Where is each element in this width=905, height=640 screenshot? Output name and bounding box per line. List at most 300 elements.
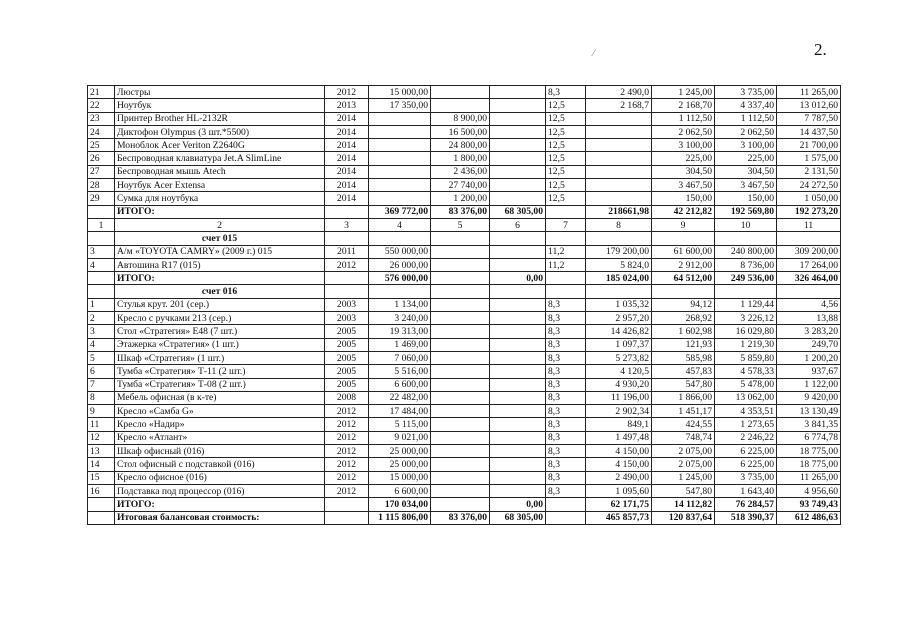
cost-a-cell: 9 021,00 <box>369 431 431 444</box>
residual-cell: 1 575,00 <box>777 152 841 165</box>
rate-cell <box>546 272 586 285</box>
residual-cell <box>777 285 841 298</box>
annual-cell: 2 062,50 <box>652 125 715 138</box>
total-depr-cell: 4 353,51 <box>715 405 777 418</box>
accumulated-cell <box>586 232 652 245</box>
cost-a-cell: 369 772,00 <box>369 205 431 218</box>
table-row <box>88 99 841 112</box>
total-depr-cell: 249 536,00 <box>715 272 777 285</box>
rate-cell <box>546 285 586 298</box>
cost-a-cell <box>369 232 431 245</box>
cost-a-cell: 3 240,00 <box>369 312 431 325</box>
total-depr-cell: 4 578,33 <box>715 365 777 378</box>
residual-cell: 21 700,00 <box>777 139 841 152</box>
item-name-cell: Кресло «Самба G» <box>115 405 325 418</box>
accumulated-cell <box>586 285 652 298</box>
table-row <box>88 258 841 271</box>
row-number-cell: 3 <box>88 325 115 338</box>
year-cell: 2005 <box>325 351 369 364</box>
year-cell: 2011 <box>325 245 369 258</box>
total-depr-cell: 518 390,37 <box>715 511 777 524</box>
item-name-cell: ИТОГО: <box>115 498 325 511</box>
cost-a-cell <box>369 152 431 165</box>
item-name-cell: счет 016 <box>115 285 325 298</box>
cost-b-cell <box>431 418 490 431</box>
cost-b-cell <box>431 458 490 471</box>
cost-b-cell <box>431 484 490 497</box>
year-cell: 2012 <box>325 405 369 418</box>
table-row <box>88 192 841 205</box>
cost-a-cell: 1 134,00 <box>369 298 431 311</box>
table-row <box>88 484 841 497</box>
table-row <box>88 365 841 378</box>
year-cell: 2012 <box>325 86 369 99</box>
item-name-cell: Сумка для ноутбука <box>115 192 325 205</box>
accumulated-cell: 4 120,5 <box>586 365 652 378</box>
total-depr-cell: 3 467,50 <box>715 179 777 192</box>
cost-a-cell: 26 000,00 <box>369 258 431 271</box>
year-cell: 2005 <box>325 378 369 391</box>
accumulated-cell: 4 150,00 <box>586 445 652 458</box>
year-cell: 2012 <box>325 418 369 431</box>
accumulated-cell: 465 857,73 <box>586 511 652 524</box>
item-name-cell: Кресло офисное (016) <box>115 471 325 484</box>
year-cell: 2005 <box>325 325 369 338</box>
item-name-cell: Мебель офисная (в к-те) <box>115 391 325 404</box>
total-depr-cell: 2 062,50 <box>715 125 777 138</box>
year-cell: 2014 <box>325 112 369 125</box>
cost-a-cell: 170 034,00 <box>369 498 431 511</box>
section-header-row <box>88 232 841 245</box>
year-cell: 2003 <box>325 312 369 325</box>
year-cell: 3 <box>325 218 369 231</box>
accumulated-cell: 1 497,48 <box>586 431 652 444</box>
annual-cell: 547,80 <box>652 484 715 497</box>
accumulated-cell <box>586 179 652 192</box>
annual-cell: 42 212,82 <box>652 205 715 218</box>
annual-cell: 3 467,50 <box>652 179 715 192</box>
cost-c-cell <box>490 405 546 418</box>
cost-b-cell <box>431 391 490 404</box>
page-number: 2. <box>814 40 827 59</box>
cost-a-cell: 19 313,00 <box>369 325 431 338</box>
year-cell: 2005 <box>325 365 369 378</box>
cost-c-cell <box>490 431 546 444</box>
annual-cell: 9 <box>652 218 715 231</box>
cost-c-cell <box>490 125 546 138</box>
row-number-cell: 11 <box>88 418 115 431</box>
table-row <box>88 458 841 471</box>
annual-cell: 61 600,00 <box>652 245 715 258</box>
cost-b-cell <box>431 351 490 364</box>
cost-b-cell: 83 376,00 <box>431 511 490 524</box>
accumulated-cell <box>586 112 652 125</box>
rate-cell: 8,3 <box>546 445 586 458</box>
annual-cell: 14 112,82 <box>652 498 715 511</box>
rate-cell: 12,5 <box>546 99 586 112</box>
cost-a-cell <box>369 165 431 178</box>
cost-b-cell <box>431 312 490 325</box>
annual-cell: 2 168,70 <box>652 99 715 112</box>
row-number-cell: 4 <box>88 258 115 271</box>
cost-c-cell <box>490 445 546 458</box>
row-number-cell <box>88 498 115 511</box>
year-cell: 2008 <box>325 391 369 404</box>
annual-cell: 150,00 <box>652 192 715 205</box>
rate-cell: 8,3 <box>546 378 586 391</box>
table-row <box>88 391 841 404</box>
cost-c-cell: 6 <box>490 218 546 231</box>
year-cell: 2012 <box>325 445 369 458</box>
accumulated-cell <box>586 139 652 152</box>
row-number-cell: 13 <box>88 445 115 458</box>
asset-ledger-table <box>87 85 841 525</box>
annual-cell: 304,50 <box>652 165 715 178</box>
residual-cell: 17 264,00 <box>777 258 841 271</box>
row-number-cell <box>88 205 115 218</box>
row-number-cell: 14 <box>88 458 115 471</box>
cost-a-cell <box>369 112 431 125</box>
cost-b-cell <box>431 285 490 298</box>
row-number-cell: 16 <box>88 484 115 497</box>
item-name-cell: Беспроводная мышь Atech <box>115 165 325 178</box>
cost-c-cell <box>490 192 546 205</box>
accumulated-cell: 218661,98 <box>586 205 652 218</box>
accumulated-cell <box>586 125 652 138</box>
accumulated-cell: 1 095,60 <box>586 484 652 497</box>
year-cell: 2014 <box>325 192 369 205</box>
annual-cell: 121,93 <box>652 338 715 351</box>
item-name-cell: Шкаф «Стратегия» (1 шт.) <box>115 351 325 364</box>
accumulated-cell: 2 957,20 <box>586 312 652 325</box>
row-number-cell: 25 <box>88 139 115 152</box>
item-name-cell: 2 <box>115 218 325 231</box>
residual-cell: 24 272,50 <box>777 179 841 192</box>
residual-cell: 6 774,78 <box>777 431 841 444</box>
residual-cell <box>777 232 841 245</box>
residual-cell: 18 775,00 <box>777 445 841 458</box>
annual-cell: 424,55 <box>652 418 715 431</box>
item-name-cell: Тумба «Стратегия» Т-11 (2 шт.) <box>115 365 325 378</box>
annual-cell: 457,83 <box>652 365 715 378</box>
total-depr-cell: 4 337,40 <box>715 99 777 112</box>
cost-b-cell <box>431 498 490 511</box>
row-number-cell: 21 <box>88 86 115 99</box>
residual-cell: 13,88 <box>777 312 841 325</box>
accumulated-cell: 2 168,7 <box>586 99 652 112</box>
residual-cell: 11 265,00 <box>777 86 841 99</box>
cost-c-cell <box>490 179 546 192</box>
cost-b-cell <box>431 272 490 285</box>
rate-cell: 8,3 <box>546 312 586 325</box>
row-number-cell: 27 <box>88 165 115 178</box>
cost-c-cell <box>490 338 546 351</box>
cost-a-cell: 6 600,00 <box>369 378 431 391</box>
residual-cell: 937,67 <box>777 365 841 378</box>
table-row <box>88 378 841 391</box>
residual-cell: 11 <box>777 218 841 231</box>
accumulated-cell: 2 902,34 <box>586 405 652 418</box>
cost-c-cell <box>490 298 546 311</box>
table-row <box>88 405 841 418</box>
year-cell <box>325 232 369 245</box>
row-number-cell <box>88 232 115 245</box>
cost-c-cell <box>490 245 546 258</box>
cost-c-cell <box>490 99 546 112</box>
row-number-cell: 3 <box>88 245 115 258</box>
year-cell <box>325 272 369 285</box>
item-name-cell: Беспроводная клавиатура Jet.A SlimLine <box>115 152 325 165</box>
year-cell: 2014 <box>325 125 369 138</box>
total-depr-cell: 1 643,40 <box>715 484 777 497</box>
cost-c-cell <box>490 152 546 165</box>
total-depr-cell <box>715 285 777 298</box>
residual-cell: 1 200,20 <box>777 351 841 364</box>
residual-cell: 18 775,00 <box>777 458 841 471</box>
cost-b-cell <box>431 471 490 484</box>
ledger-body <box>88 86 841 525</box>
pen-mark: ⁄ <box>593 48 595 58</box>
rate-cell: 12,5 <box>546 165 586 178</box>
item-name-cell: Кресло с ручками 213 (сер.) <box>115 312 325 325</box>
cost-c-cell <box>490 139 546 152</box>
row-number-cell <box>88 272 115 285</box>
annual-cell: 1 866,00 <box>652 391 715 404</box>
annual-cell: 225,00 <box>652 152 715 165</box>
total-depr-cell <box>715 232 777 245</box>
rate-cell <box>546 498 586 511</box>
total-depr-cell: 1 129,44 <box>715 298 777 311</box>
rate-cell: 8,3 <box>546 458 586 471</box>
cost-b-cell: 2 436,00 <box>431 165 490 178</box>
cost-b-cell: 16 500,00 <box>431 125 490 138</box>
residual-cell: 3 841,35 <box>777 418 841 431</box>
cost-a-cell: 17 350,00 <box>369 99 431 112</box>
rate-cell: 11,2 <box>546 245 586 258</box>
cost-c-cell <box>490 378 546 391</box>
residual-cell: 93 749,43 <box>777 498 841 511</box>
year-cell: 2012 <box>325 258 369 271</box>
cost-a-cell <box>369 125 431 138</box>
rate-cell: 8,3 <box>546 338 586 351</box>
cost-b-cell: 1 800,00 <box>431 152 490 165</box>
residual-cell: 7 787,50 <box>777 112 841 125</box>
rate-cell: 7 <box>546 218 586 231</box>
annual-cell <box>652 285 715 298</box>
total-depr-cell: 16 029,80 <box>715 325 777 338</box>
rate-cell: 12,5 <box>546 192 586 205</box>
rate-cell: 8,3 <box>546 391 586 404</box>
annual-cell: 748,74 <box>652 431 715 444</box>
accumulated-cell: 2 490,00 <box>586 471 652 484</box>
cost-a-cell <box>369 285 431 298</box>
table-row <box>88 86 841 99</box>
residual-cell: 2 131,50 <box>777 165 841 178</box>
total-depr-cell: 3 735,00 <box>715 471 777 484</box>
rate-cell: 8,3 <box>546 418 586 431</box>
table-row <box>88 245 841 258</box>
item-name-cell: Автошина R17 (015) <box>115 258 325 271</box>
accumulated-cell <box>586 152 652 165</box>
cost-a-cell: 22 482,00 <box>369 391 431 404</box>
row-number-cell: 22 <box>88 99 115 112</box>
item-name-cell: Моноблок Acer Veriton Z2640G <box>115 139 325 152</box>
accumulated-cell <box>586 192 652 205</box>
cost-c-cell <box>490 471 546 484</box>
cost-a-cell: 1 469,00 <box>369 338 431 351</box>
item-name-cell: счет 015 <box>115 232 325 245</box>
cost-a-cell: 576 000,00 <box>369 272 431 285</box>
accumulated-cell: 1 097,37 <box>586 338 652 351</box>
table-row <box>88 338 841 351</box>
cost-b-cell <box>431 86 490 99</box>
rate-cell: 8,3 <box>546 471 586 484</box>
total-depr-cell: 6 225,00 <box>715 445 777 458</box>
cost-a-cell: 15 000,00 <box>369 86 431 99</box>
cost-c-cell <box>490 351 546 364</box>
accumulated-cell: 185 024,00 <box>586 272 652 285</box>
item-name-cell: Диктофон Olympus (3 шт.*5500) <box>115 125 325 138</box>
year-cell: 2012 <box>325 458 369 471</box>
residual-cell: 326 464,00 <box>777 272 841 285</box>
total-depr-cell: 1 112,50 <box>715 112 777 125</box>
row-number-cell: 29 <box>88 192 115 205</box>
item-name-cell: ИТОГО: <box>115 205 325 218</box>
annual-cell: 585,98 <box>652 351 715 364</box>
rate-cell <box>546 232 586 245</box>
cost-b-cell: 27 740,00 <box>431 179 490 192</box>
cost-c-cell: 0,00 <box>490 498 546 511</box>
total-depr-cell: 76 284,57 <box>715 498 777 511</box>
table-row <box>88 325 841 338</box>
annual-cell: 94,12 <box>652 298 715 311</box>
cost-b-cell: 5 <box>431 218 490 231</box>
cost-b-cell <box>431 258 490 271</box>
total-depr-cell: 1 219,30 <box>715 338 777 351</box>
residual-cell: 9 420,00 <box>777 391 841 404</box>
total-depr-cell: 3 100,00 <box>715 139 777 152</box>
accumulated-cell: 8 <box>586 218 652 231</box>
accumulated-cell: 1 035,32 <box>586 298 652 311</box>
rate-cell: 8,3 <box>546 365 586 378</box>
year-cell <box>325 205 369 218</box>
accumulated-cell: 14 426,82 <box>586 325 652 338</box>
year-cell: 2013 <box>325 99 369 112</box>
total-row <box>88 498 841 511</box>
table-row <box>88 125 841 138</box>
row-number-cell: 6 <box>88 365 115 378</box>
accumulated-cell: 4 150,00 <box>586 458 652 471</box>
accumulated-cell: 5 824,0 <box>586 258 652 271</box>
cost-c-cell <box>490 232 546 245</box>
table-row <box>88 445 841 458</box>
accumulated-cell: 5 273,82 <box>586 351 652 364</box>
cost-b-cell <box>431 298 490 311</box>
rate-cell: 12,5 <box>546 179 586 192</box>
rate-cell: 12,5 <box>546 139 586 152</box>
annual-cell: 1 602,98 <box>652 325 715 338</box>
table-row <box>88 471 841 484</box>
item-name-cell: ИТОГО: <box>115 272 325 285</box>
residual-cell: 13 012,60 <box>777 99 841 112</box>
cost-c-cell <box>490 165 546 178</box>
item-name-cell: Шкаф офисный (016) <box>115 445 325 458</box>
total-depr-cell: 5 859,80 <box>715 351 777 364</box>
cost-a-cell: 6 600,00 <box>369 484 431 497</box>
cost-b-cell <box>431 405 490 418</box>
rate-cell: 8,3 <box>546 405 586 418</box>
item-name-cell: Стол офисный с подставкой (016) <box>115 458 325 471</box>
residual-cell: 612 486,63 <box>777 511 841 524</box>
cost-b-cell: 8 900,00 <box>431 112 490 125</box>
cost-a-cell: 25 000,00 <box>369 445 431 458</box>
cost-b-cell <box>431 325 490 338</box>
cost-a-cell: 4 <box>369 218 431 231</box>
total-depr-cell: 225,00 <box>715 152 777 165</box>
row-number-cell: 1 <box>88 298 115 311</box>
total-depr-cell: 5 478,00 <box>715 378 777 391</box>
residual-cell: 13 130,49 <box>777 405 841 418</box>
total-depr-cell: 8 736,00 <box>715 258 777 271</box>
total-depr-cell: 240 800,00 <box>715 245 777 258</box>
rate-cell: 11,2 <box>546 258 586 271</box>
rate-cell: 8,3 <box>546 484 586 497</box>
rate-cell: 8,3 <box>546 86 586 99</box>
year-cell: 2003 <box>325 298 369 311</box>
cost-a-cell: 17 484,00 <box>369 405 431 418</box>
accumulated-cell: 62 171,75 <box>586 498 652 511</box>
annual-cell: 1 245,00 <box>652 471 715 484</box>
annual-cell: 2 912,00 <box>652 258 715 271</box>
accumulated-cell: 179 200,00 <box>586 245 652 258</box>
year-cell <box>325 285 369 298</box>
rate-cell: 8,3 <box>546 325 586 338</box>
row-number-cell: 24 <box>88 125 115 138</box>
accumulated-cell: 4 930,20 <box>586 378 652 391</box>
table-row <box>88 418 841 431</box>
row-number-cell <box>88 511 115 524</box>
cost-c-cell <box>490 391 546 404</box>
residual-cell: 3 283,20 <box>777 325 841 338</box>
table-row <box>88 351 841 364</box>
accumulated-cell: 11 196,00 <box>586 391 652 404</box>
cost-b-cell <box>431 232 490 245</box>
item-name-cell: Этажерка «Стратегия» (1 шт.) <box>115 338 325 351</box>
row-number-cell <box>88 285 115 298</box>
row-number-cell: 5 <box>88 351 115 364</box>
row-number-cell: 12 <box>88 431 115 444</box>
rate-cell <box>546 205 586 218</box>
cost-c-cell <box>490 484 546 497</box>
column-number-row <box>88 218 841 231</box>
cost-b-cell: 24 800,00 <box>431 139 490 152</box>
item-name-cell: Итоговая балансовая стоимость: <box>115 511 325 524</box>
table-row <box>88 139 841 152</box>
row-number-cell: 7 <box>88 378 115 391</box>
residual-cell: 309 200,00 <box>777 245 841 258</box>
total-depr-cell: 304,50 <box>715 165 777 178</box>
accumulated-cell: 849,1 <box>586 418 652 431</box>
year-cell: 2012 <box>325 484 369 497</box>
year-cell <box>325 498 369 511</box>
total-row <box>88 272 841 285</box>
residual-cell: 4 956,60 <box>777 484 841 497</box>
total-depr-cell: 13 062,00 <box>715 391 777 404</box>
total-depr-cell: 3 226,12 <box>715 312 777 325</box>
cost-b-cell <box>431 365 490 378</box>
row-number-cell: 15 <box>88 471 115 484</box>
cost-c-cell <box>490 285 546 298</box>
